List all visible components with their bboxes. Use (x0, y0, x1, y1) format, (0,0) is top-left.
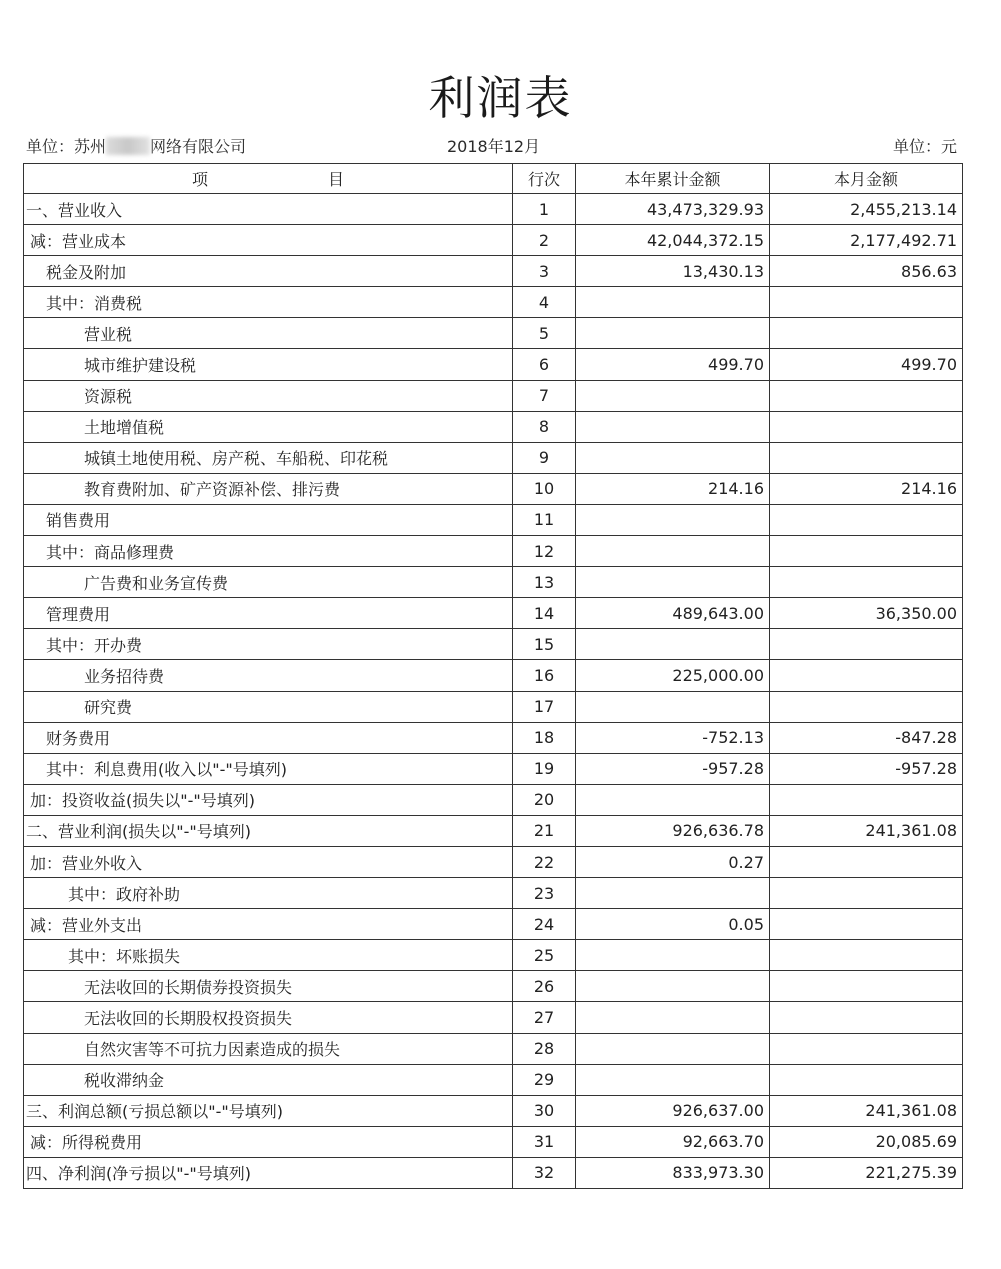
table-row (24, 194, 963, 225)
row-label: 减：营业成本 (24, 225, 513, 256)
row-label: 业务招待费 (24, 660, 513, 691)
table-row (24, 598, 963, 629)
month-amount (770, 940, 963, 971)
month-amount: 856.63 (770, 256, 963, 287)
row-number: 27 (513, 1002, 576, 1033)
ytd-amount: 0.05 (576, 909, 770, 940)
table-row (24, 473, 963, 504)
column-header-month: 本月金额 (770, 164, 963, 194)
month-amount (770, 1002, 963, 1033)
row-number: 4 (513, 287, 576, 318)
table-row (24, 784, 963, 815)
ytd-amount: 225,000.00 (576, 660, 770, 691)
month-amount (770, 691, 963, 722)
table-row (24, 349, 963, 380)
row-number: 17 (513, 691, 576, 722)
row-number: 5 (513, 318, 576, 349)
month-amount (770, 411, 963, 442)
row-number: 26 (513, 971, 576, 1002)
table-row (24, 940, 963, 971)
table-row (24, 256, 963, 287)
month-amount (770, 536, 963, 567)
table-row (24, 287, 963, 318)
month-amount: 214.16 (770, 473, 963, 504)
month-amount (770, 1064, 963, 1095)
table-row (24, 411, 963, 442)
row-number: 1 (513, 194, 576, 225)
month-amount (770, 318, 963, 349)
ytd-amount (576, 287, 770, 318)
month-amount: 20,085.69 (770, 1126, 963, 1157)
row-label: 二、营业利润(损失以"-"号填列) (24, 815, 513, 846)
ytd-amount (576, 629, 770, 660)
row-label: 其中：政府补助 (24, 878, 513, 909)
month-amount: 499.70 (770, 349, 963, 380)
row-number: 29 (513, 1064, 576, 1095)
row-number: 30 (513, 1095, 576, 1126)
ytd-amount (576, 784, 770, 815)
row-label: 其中：开办费 (24, 629, 513, 660)
column-header-item (24, 164, 513, 194)
row-label: 城镇土地使用税、房产税、车船税、印花税 (24, 442, 513, 473)
row-number: 21 (513, 815, 576, 846)
company-label: 单位：苏州 (26, 137, 107, 156)
ytd-amount (576, 940, 770, 971)
table-row (24, 629, 963, 660)
month-amount (770, 380, 963, 411)
row-label: 资源税 (24, 380, 513, 411)
ytd-amount (576, 411, 770, 442)
ytd-amount (576, 442, 770, 473)
row-number: 19 (513, 753, 576, 784)
table-row (24, 1095, 963, 1126)
row-label: 三、利润总额(亏损总额以"-"号填列) (24, 1095, 513, 1126)
table-row (24, 318, 963, 349)
ytd-amount: 43,473,329.93 (576, 194, 770, 225)
row-label: 税收滞纳金 (24, 1064, 513, 1095)
table-row (24, 691, 963, 722)
row-label: 加：投资收益(损失以"-"号填列) (24, 784, 513, 815)
row-label: 税金及附加 (24, 256, 513, 287)
row-number: 24 (513, 909, 576, 940)
column-header-row: 行次 (513, 164, 576, 194)
row-label: 销售费用 (24, 504, 513, 535)
page-title: 利润表 (428, 71, 573, 125)
table-row (24, 1157, 963, 1188)
row-number: 22 (513, 846, 576, 877)
row-label: 营业税 (24, 318, 513, 349)
table-row (24, 442, 963, 473)
month-amount (770, 287, 963, 318)
month-amount: -957.28 (770, 753, 963, 784)
currency-unit: 单位：元 (892, 137, 957, 156)
row-label: 四、净利润(净亏损以"-"号填列) (24, 1157, 513, 1188)
table-row (24, 536, 963, 567)
row-number: 16 (513, 660, 576, 691)
period: 2018年12月 (447, 137, 541, 156)
company-line (26, 134, 246, 157)
ytd-amount: 926,637.00 (576, 1095, 770, 1126)
table-row (24, 909, 963, 940)
month-amount: -847.28 (770, 722, 963, 753)
row-number: 7 (513, 380, 576, 411)
month-amount (770, 1033, 963, 1064)
row-number: 31 (513, 1126, 576, 1157)
ytd-amount: 13,430.13 (576, 256, 770, 287)
row-label: 减：所得税费用 (24, 1126, 513, 1157)
table-row (24, 1002, 963, 1033)
row-number: 10 (513, 473, 576, 504)
month-amount (770, 567, 963, 598)
row-number: 2 (513, 225, 576, 256)
table-row (24, 815, 963, 846)
month-amount (770, 846, 963, 877)
header-item-a: 项 (191, 170, 208, 189)
row-label: 财务费用 (24, 722, 513, 753)
row-label: 广告费和业务宣传费 (24, 567, 513, 598)
table-row (24, 380, 963, 411)
ytd-amount: 214.16 (576, 473, 770, 504)
row-label: 无法收回的长期股权投资损失 (24, 1002, 513, 1033)
ytd-amount (576, 536, 770, 567)
row-number: 11 (513, 504, 576, 535)
ytd-amount (576, 318, 770, 349)
row-number: 20 (513, 784, 576, 815)
row-number: 9 (513, 442, 576, 473)
month-amount: 241,361.08 (770, 815, 963, 846)
month-amount (770, 442, 963, 473)
row-label: 土地增值税 (24, 411, 513, 442)
row-label: 研究费 (24, 691, 513, 722)
ytd-amount: 42,044,372.15 (576, 225, 770, 256)
ytd-amount (576, 504, 770, 535)
row-label: 其中：利息费用(收入以"-"号填列) (24, 753, 513, 784)
table-row (24, 846, 963, 877)
ytd-amount (576, 567, 770, 598)
ytd-amount (576, 971, 770, 1002)
table-row (24, 225, 963, 256)
month-amount (770, 629, 963, 660)
month-amount (770, 504, 963, 535)
row-number: 14 (513, 598, 576, 629)
month-amount: 36,350.00 (770, 598, 963, 629)
row-label: 自然灾害等不可抗力因素造成的损失 (24, 1033, 513, 1064)
row-label: 其中：商品修理费 (24, 536, 513, 567)
table-row (24, 753, 963, 784)
ytd-amount (576, 878, 770, 909)
ytd-amount (576, 1033, 770, 1064)
ytd-amount (576, 380, 770, 411)
ytd-amount (576, 691, 770, 722)
row-label: 其中：坏账损失 (24, 940, 513, 971)
row-label: 管理费用 (24, 598, 513, 629)
ytd-amount: 833,973.30 (576, 1157, 770, 1188)
month-amount: 2,455,213.14 (770, 194, 963, 225)
income-statement-table (23, 163, 963, 1189)
month-amount (770, 878, 963, 909)
header-item-b: 目 (328, 170, 345, 189)
ytd-amount: 92,663.70 (576, 1126, 770, 1157)
row-number: 8 (513, 411, 576, 442)
header-row (24, 164, 963, 194)
ytd-amount: 499.70 (576, 349, 770, 380)
ytd-amount (576, 1002, 770, 1033)
table-row (24, 1126, 963, 1157)
row-number: 32 (513, 1157, 576, 1188)
table-row (24, 567, 963, 598)
table-row (24, 878, 963, 909)
table-row (24, 660, 963, 691)
row-number: 13 (513, 567, 576, 598)
row-label: 城市维护建设税 (24, 349, 513, 380)
month-amount: 221,275.39 (770, 1157, 963, 1188)
table-row (24, 971, 963, 1002)
month-amount (770, 909, 963, 940)
row-number: 12 (513, 536, 576, 567)
row-number: 28 (513, 1033, 576, 1064)
row-number: 23 (513, 878, 576, 909)
ytd-amount: -752.13 (576, 722, 770, 753)
table-row (24, 1033, 963, 1064)
month-amount (770, 971, 963, 1002)
row-number: 3 (513, 256, 576, 287)
row-number: 18 (513, 722, 576, 753)
ytd-amount (576, 1064, 770, 1095)
ytd-amount: -957.28 (576, 753, 770, 784)
ytd-amount: 0.27 (576, 846, 770, 877)
row-label: 其中：消费税 (24, 287, 513, 318)
table-row (24, 1064, 963, 1095)
row-number: 6 (513, 349, 576, 380)
month-amount: 2,177,492.71 (770, 225, 963, 256)
month-amount: 241,361.08 (770, 1095, 963, 1126)
row-label: 减：营业外支出 (24, 909, 513, 940)
table-row (24, 722, 963, 753)
row-label: 加：营业外收入 (24, 846, 513, 877)
row-label: 一、营业收入 (24, 194, 513, 225)
row-label: 无法收回的长期债券投资损失 (24, 971, 513, 1002)
ytd-amount: 489,643.00 (576, 598, 770, 629)
ytd-amount: 926,636.78 (576, 815, 770, 846)
row-number: 15 (513, 629, 576, 660)
month-amount (770, 660, 963, 691)
column-header-ytd: 本年累计金额 (576, 164, 770, 194)
company-suffix: 网络有限公司 (150, 137, 247, 156)
row-number: 25 (513, 940, 576, 971)
row-label: 教育费附加、矿产资源补偿、排污费 (24, 473, 513, 504)
table-row (24, 504, 963, 535)
month-amount (770, 784, 963, 815)
redaction-blur (106, 137, 150, 155)
